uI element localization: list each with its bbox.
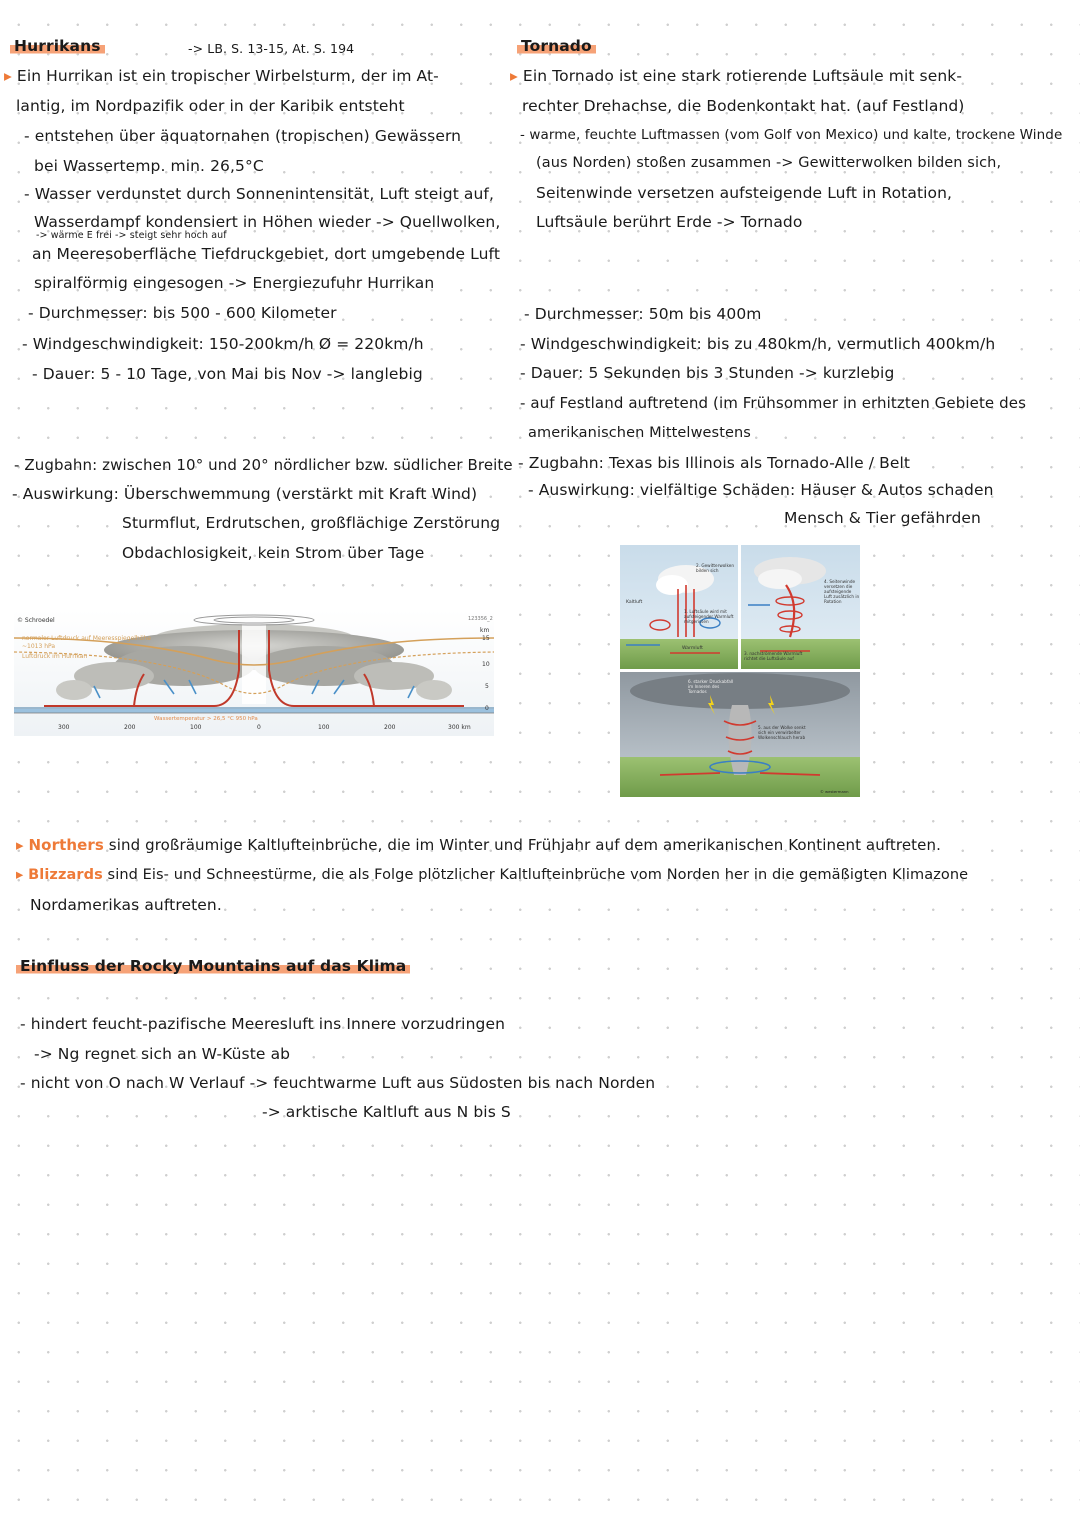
hurrikan-effect-a: - Auswirkung: Überschwemmung (verstärkt mit Kraft Wind) xyxy=(12,485,478,503)
hurrikan-duration: - Dauer: 5 - 10 Tage, von Mai bis Nov -> langlebig xyxy=(32,365,423,383)
y-tick-10: 10 xyxy=(482,661,490,668)
tornado-occurrence-b: amerikanischen Mittelwestens xyxy=(528,425,751,441)
hurrikan-wind: - Windgeschwindigkeit: 150-200km/h Ø = 220km/h xyxy=(22,335,424,353)
legend-normal-pressure: normaler Luftdruck auf Meeresspiegelhöhe xyxy=(22,635,151,642)
tornado-formation-figure xyxy=(620,545,860,797)
tornado-panel-3 xyxy=(620,672,860,797)
rocky-line-2: -> Ng regnet sich an W-Küste ab xyxy=(34,1045,291,1063)
tornado-step-4: 4. Seitenwinde versetzen die aufsteigende Luft zusätzlich in Rotation xyxy=(824,579,860,604)
tornado-step-2: 2. Gewitterwolken bilden sich xyxy=(696,563,734,573)
tornado-effect-a: - Auswirkung: vielfältige Schäden: Häuser & Autos schaden xyxy=(528,481,994,499)
x-tick: 200 xyxy=(384,724,396,731)
hurrikan-p1a: - entstehen über äquatornahen (tropischen) Gewässern xyxy=(24,127,462,145)
figure-publisher: © Schroedel xyxy=(17,617,55,624)
hurrikan-p2note: -> wärme E frei -> steigt sehr hoch auf xyxy=(36,230,227,241)
tornado-title: Tornado xyxy=(517,36,596,56)
bullet-icon: ▸ xyxy=(16,867,24,883)
tornado-track: - Zugbahn: Texas bis Illinois als Tornado-Alle / Belt xyxy=(518,454,911,472)
blizzards-line-2: Nordamerikas auftreten. xyxy=(30,896,222,914)
hurrikan-effect-c: Obdachlosigkeit, kein Strom über Tage xyxy=(122,544,425,562)
hurrikan-effect-b: Sturmflut, Erdrutschen, großflächige Zerstörung xyxy=(122,514,501,532)
blizzards-line: ▸ Blizzards sind Eis- und Schneestürme, die als Folge plötzlicher Kaltlufteinbrüche vom Norden her in die gemäßigten Klimazone xyxy=(16,867,969,883)
tornado-step-6: 6. starker Druckabfall im Inneren des Tornados xyxy=(688,679,734,694)
tornado-p1d: Luftsäule berührt Erde -> Tornado xyxy=(536,213,803,231)
tornado-p1a: - warme, feuchte Luftmassen (vom Golf von Mexico) und kalte, trockene Winde xyxy=(520,127,1063,143)
tornado-diameter: - Durchmesser: 50m bis 400m xyxy=(524,305,762,323)
hurrikan-p2d: spiralförmig eingesogen -> Energiezufuhr Hurrikan xyxy=(34,274,435,292)
axis-unit-km: km xyxy=(480,627,490,634)
hurrikan-intro: ▸ Ein Hurrikan ist ein tropischer Wirbelsturm, der im At- xyxy=(4,67,439,85)
tornado-intro: ▸ Ein Tornado ist eine stark rotierende Luftsäule mit senk- xyxy=(510,67,963,85)
tornado-p1c: Seitenwinde versetzen aufsteigende Luft in Rotation, xyxy=(536,184,953,202)
northers-line: ▸ Northers sind großräumige Kaltlufteinbrüche, die im Winter und Frühjahr auf dem amerikanischen Kontinent auftreten. xyxy=(16,836,941,854)
figure-code: 123356_2 xyxy=(468,616,493,622)
bullet-icon: ▸ xyxy=(510,67,518,85)
x-tick: 100 xyxy=(318,724,330,731)
legend-pressure-value: ~1013 hPa xyxy=(22,643,56,650)
hurrikan-p2c: an Meeresoberfläche Tiefdruckgebiet, dort umgebende Luft xyxy=(32,245,500,263)
tornado-duration: - Dauer: 5 Sekunden bis 3 Stunden -> kurzlebig xyxy=(520,364,895,382)
tornado-wind: - Windgeschwindigkeit: bis zu 480km/h, vermutlich 400km/h xyxy=(520,335,996,353)
y-tick-5: 5 xyxy=(485,683,489,690)
hurrikan-track: - Zugbahn: zwischen 10° und 20° nördlicher bzw. südlicher Breite xyxy=(14,456,513,474)
hurrikan-title: Hurrikans xyxy=(10,36,105,56)
label-warmluft: Warmluft xyxy=(682,646,703,651)
legend-hurricane-pressure: Luftdruck im Hurrikan xyxy=(22,653,88,660)
x-tick: 0 xyxy=(257,724,261,731)
figure-credit: © westermann xyxy=(820,789,849,794)
label-kaltluft: Kaltluft xyxy=(626,600,643,605)
x-tick: 100 xyxy=(190,724,202,731)
tornado-occurrence-a: - auf Festland auftretend (im Frühsommer in erhitzten Gebiete des xyxy=(520,394,1026,412)
hurrikan-cross-section-figure xyxy=(14,610,494,736)
tornado-step-1: 1. Luftsäule wird mit aufsteigender Warmluft mitgerissen xyxy=(684,609,734,624)
hurrikan-p2a: - Wasser verdunstet durch Sonnenintensität, Luft steigt auf, xyxy=(24,185,495,203)
x-tick: 300 km xyxy=(448,724,471,731)
bullet-icon: ▸ xyxy=(4,67,12,85)
hurrikan-reference: -> LB. S. 13-15, At. S. 194 xyxy=(188,41,355,56)
x-tick: 300 xyxy=(58,724,70,731)
bullet-icon: ▸ xyxy=(16,836,24,854)
rocky-line-1: - hindert feucht-pazifische Meeresluft ins Innere vorzudringen xyxy=(20,1015,506,1033)
hurrikan-diameter: - Durchmesser: bis 500 - 600 Kilometer xyxy=(28,304,337,322)
tornado-p1b: (aus Norden) stoßen zusammen -> Gewitterwolken bilden sich, xyxy=(536,155,1002,171)
hurrikan-p2b: Wasserdampf kondensiert in Höhen wieder -> Quellwolken, xyxy=(34,213,501,231)
water-temperature-label: Wassertemperatur > 26,5 °C 950 hPa xyxy=(154,716,258,722)
hurrikan-p1b: bei Wassertemp. min. 26,5°C xyxy=(34,157,264,175)
y-tick-0: 0 xyxy=(485,705,489,712)
tornado-step-3: 3. nachströmende Warmluft richtet die Luftsäule auf xyxy=(744,651,803,661)
x-tick: 200 xyxy=(124,724,136,731)
rocky-line-3: - nicht von O nach W Verlauf -> feuchtwarme Luft aus Südosten bis nach Norden xyxy=(20,1074,656,1092)
tornado-intro-2: rechter Drehachse, die Bodenkontakt hat. (auf Festland) xyxy=(522,97,965,115)
rocky-line-4: -> arktische Kaltluft aus N bis S xyxy=(262,1103,511,1121)
tornado-step-5: 5. aus der Wolke senkt sich ein verwirbelter Wolkenschlauch herab xyxy=(758,725,806,740)
rocky-title: Einfluss der Rocky Mountains auf das Klima xyxy=(16,956,410,976)
tornado-effect-b: Mensch & Tier gefährden xyxy=(784,509,981,527)
hurrikan-intro-2: lantig, im Nordpazifik oder in der Karibik entsteht xyxy=(16,97,405,115)
y-tick-15: 15 xyxy=(482,635,490,642)
